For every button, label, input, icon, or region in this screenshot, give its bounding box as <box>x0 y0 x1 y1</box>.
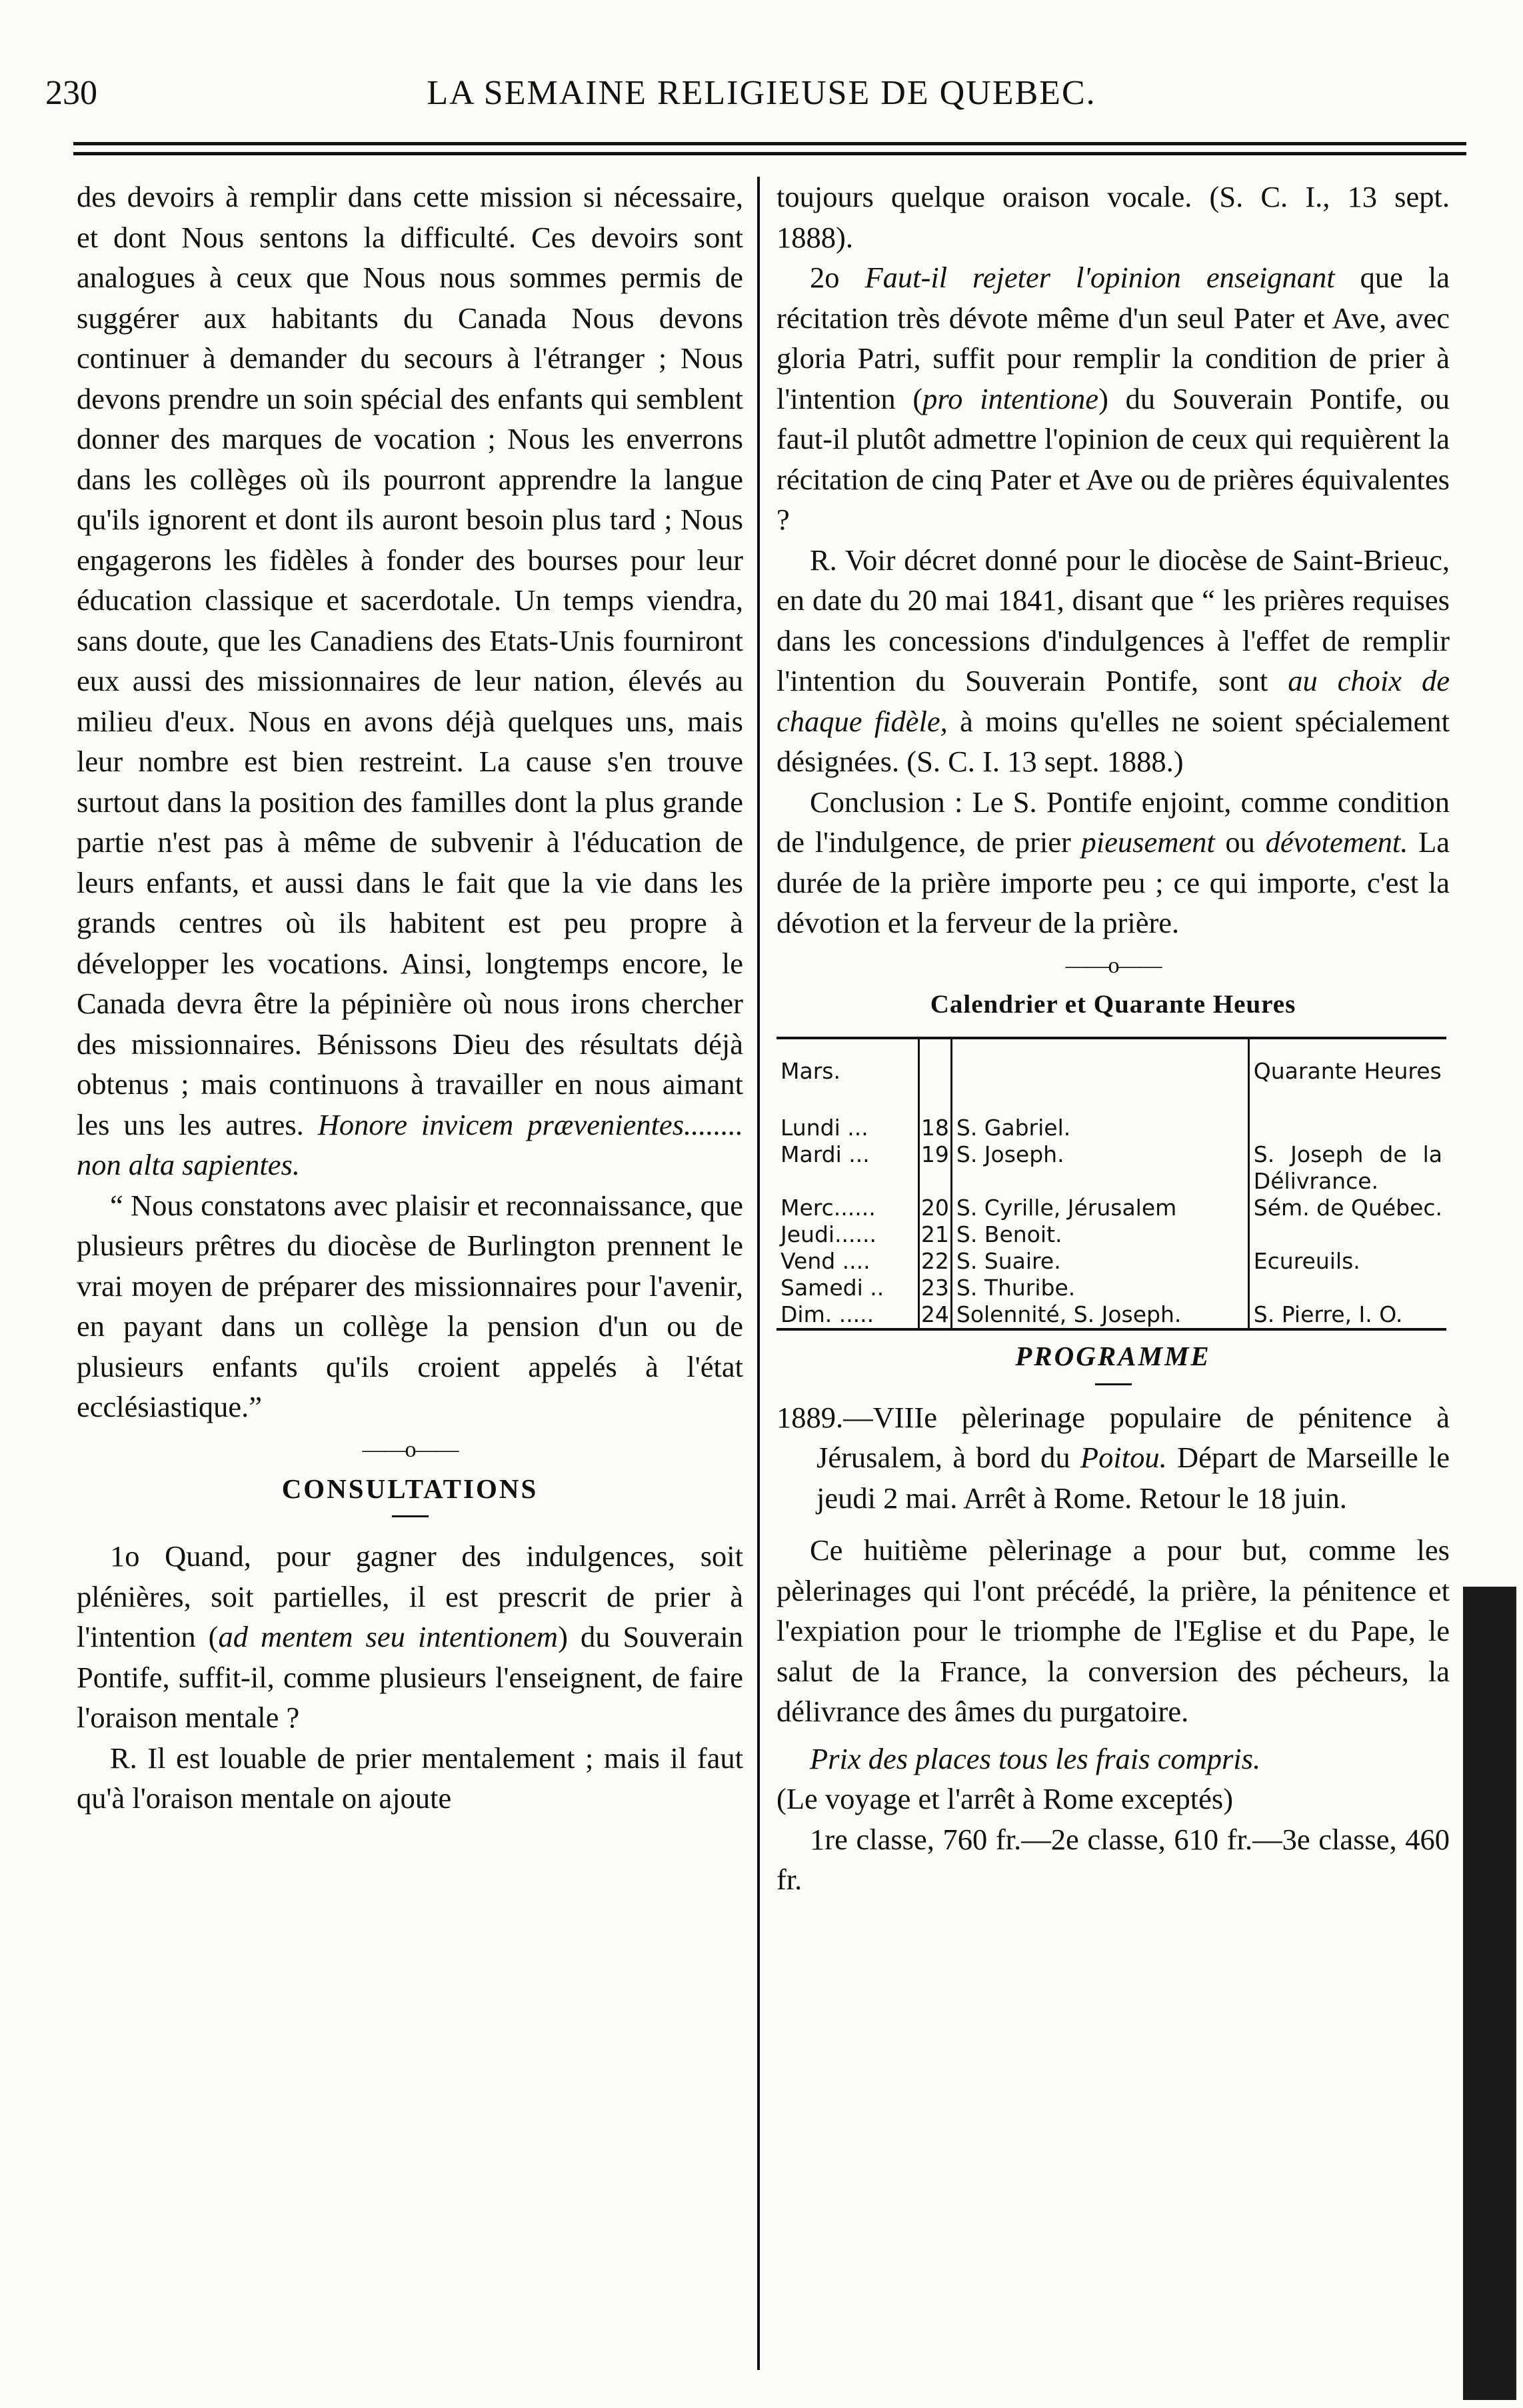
running-title: LA SEMAINE RELIGIEUSE DE QUEBEC. <box>427 74 1096 112</box>
response-1: R. Il est louable de prier mentalement ; mais il faut qu'à l'oraison mentale on ajoute <box>77 1741 743 1815</box>
price-classes: 1re classe, 760 fr.—2e classe, 610 fr.—3e classe, 460 fr. <box>776 1822 1450 1896</box>
table-row: Lundi ... 18 S. Gabriel. <box>776 1115 1446 1141</box>
programme-item: 1889.—VIIIe pèlerinage populaire de pénitence à Jérusalem, à bord du Poitou. Départ de Marseille le jeudi 2 mai. Arrêt à Rome. Retour le 18 juin. <box>776 1400 1450 1515</box>
page-number: 230 <box>45 74 97 112</box>
header-rule <box>73 142 1466 155</box>
programme-paragraph: Ce huitième pèlerinage a pour but, comme les pèlerinages qui l'ont précédé, la prière, la pénitence et l'expiation pour le triomphe de l'Eglise et du Pape, le salut de la France, la conversion des pécheurs, la délivrance des âmes du purgatoire. <box>776 1533 1450 1728</box>
body-paragraph: “ Nous constatons avec plaisir et reconnaissance, que plusieurs prêtres du diocèse de Burlington prennent le vrai moyen de préparer des missionnaires pour l'avenir, en payant dans un collège la pension d'un ou de plusieurs enfants qu'ils croient appelés à l'état ecclésiastique.” <box>77 1188 743 1423</box>
price-note: (Le voyage et l'arrêt à Rome exceptés) <box>776 1782 1234 1815</box>
latin-quote: Honore invicem prævenientes........ non alta sapientes. <box>77 1107 743 1181</box>
left-column <box>77 177 743 2370</box>
programme-heading: PROGRAMME <box>776 1336 1450 1385</box>
response-1-continued: toujours quelque oraison vocale. (S. C. I., 13 sept. 1888). <box>776 180 1450 254</box>
table-row: Mardi ... 19 S. Joseph. S. Joseph de la Délivrance. <box>776 1141 1446 1195</box>
calendar-qh-header: Quarante Heures <box>1248 1038 1446 1103</box>
price-heading: Prix des places tous les frais compris. <box>810 1741 1261 1775</box>
question-1: 1o Quand, pour gagner des indulgences, soit plénières, soit partielles, il est prescrit de prier à l'intention (ad mentem seu intentionem) du Souverain Pontife, suffit-il, comme plusieurs l'enseignent, de faire l'oraison mentale ? <box>77 1539 743 1734</box>
separator: ——o—— <box>1065 953 1161 978</box>
right-column <box>776 177 1450 2370</box>
table-row: Dim. ..... 24 Solennité, S. Joseph. S. Pierre, I. O. <box>776 1301 1446 1329</box>
body-paragraph: des devoirs à remplir dans cette mission si nécessaire, et dont Nous sentons la difficulté. Ces devoirs sont analogues à ceux que Nous nous sommes permis de suggérer aux habitants du Canada Nous devons continuer à demander du secours à l'étranger ; Nous devons prendre un soin spécial des enfants qui semblent donner des marques de vocation ; Nous les enverrons dans les collèges où ils pourront apprendre la langue qu'ils ignorent et dont ils auront besoin plus tard ; Nous engagerons les fidèles à fonder des bourses pour leur éducation classique et sacerdotale. Un temps viendra, sans doute, que les Canadiens des Etats-Unis fourniront eux aussi des missionnaires de leur nation, élevés au milieu d'eux. Nous en avons déjà quelques uns, mais leur nombre est bien restreint. La cause s'en trouve surtout dans la position des familles dont la plus grande partie n'est pas à même de subvenir à l'éducation de leurs enfants, et aussi dans le fait que la vie dans les grands centres où ils habitent est peu propre à développer les vocations. Ainsi, longtemps encore, le Canada devra être la pépinière où nous irons chercher des missionnaires. Bénissons Dieu des résultats déjà obtenus ; mais continuons à travailler en nous aimant les uns les autres. Honore invicem prævenientes........ non alta sapientes. <box>77 180 743 1181</box>
column-divider <box>757 177 760 2370</box>
calendar-heading: Calendrier et Quarante Heures <box>930 989 1296 1019</box>
page-edge-shadow <box>1463 1587 1516 2400</box>
question-2: 2o Faut-il rejeter l'opinion enseignant que la récitation très dévote même d'un seul Pater et Ave, avec gloria Patri, suffit pour remplir la condition de prier à l'intention (pro intentione) du Souverain Pontife, ou faut-il plutôt admettre l'opinion de ceux qui requièrent la récitation de cinq Pater et Ave ou de prières équivalentes ? <box>776 261 1450 536</box>
calendar-header-row <box>776 1038 1446 1103</box>
page-header <box>0 73 1523 133</box>
conclusion: Conclusion : Le S. Pontife enjoint, comme condition de l'indulgence, de prier pieusement ou dévotement. La durée de la prière importe peu ; ce qui importe, c'est la dévotion et la ferveur de la prière. <box>776 785 1450 939</box>
calendar-table <box>776 1037 1446 1331</box>
section-heading: CONSULTATIONS <box>77 1469 743 1518</box>
response-2: R. Voir décret donné pour le diocèse de Saint-Brieuc, en date du 20 mai 1841, disant que “ les prières requises dans les concessions d'indulgences à l'effet de remplir l'intention du Souverain Pontife, sont au choix de chaque fidèle, à moins qu'elles ne soient spécialement désignées. (S. C. I. 13 sept. 1888.) <box>776 543 1450 778</box>
table-row: Samedi .. 23 S. Thuribe. <box>776 1275 1446 1301</box>
table-row: Vend .... 22 S. Suaire. Ecureuils. <box>776 1248 1446 1275</box>
calendar-month: Mars. <box>780 1057 840 1084</box>
table-row: Merc...... 20 S. Cyrille, Jérusalem Sém. de Québec. <box>776 1195 1446 1221</box>
separator: ——o—— <box>362 1437 458 1462</box>
table-row: Jeudi...... 21 S. Benoit. <box>776 1221 1446 1248</box>
